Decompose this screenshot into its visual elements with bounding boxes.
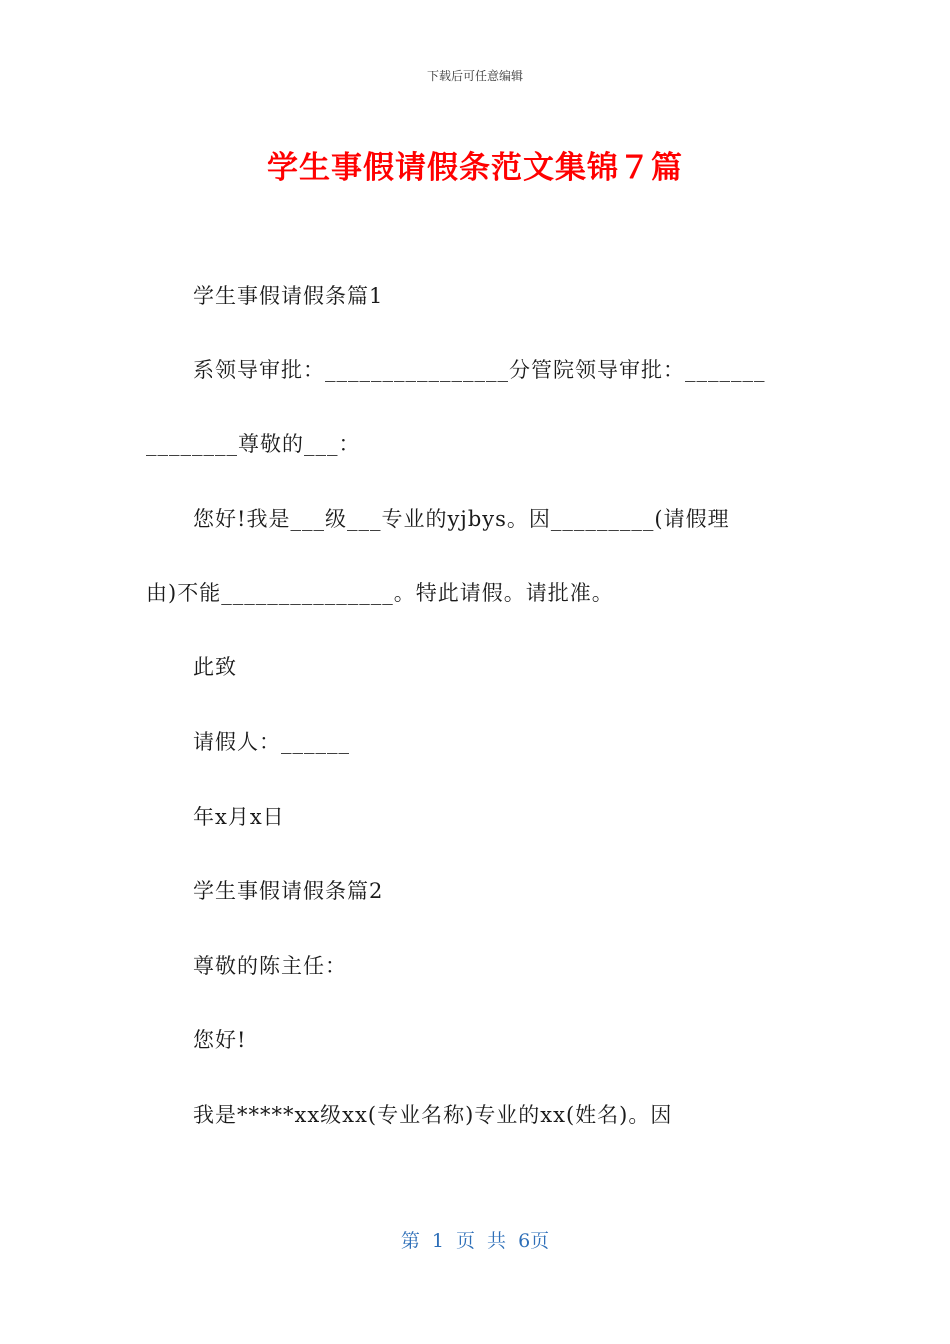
closing-line: 此致 <box>193 655 237 679</box>
signature-line: 请假人：______ <box>193 730 350 754</box>
body-line-2: 我是*****xx级xx(专业名称)专业的xx(姓名)。因 <box>193 1103 673 1127</box>
header-note: 下载后可任意编辑 <box>426 69 523 83</box>
page-footer: 第 1 页 共 6页 <box>400 1230 550 1252</box>
greeting-line: 您好! <box>193 1028 247 1052</box>
date-line: 年x月x日 <box>193 805 285 829</box>
section-heading-2: 学生事假请假条篇2 <box>193 879 384 903</box>
section-heading-1: 学生事假请假条篇1 <box>193 284 384 308</box>
salutation-line: ________尊敬的___： <box>146 432 361 456</box>
approval-line: 系领导审批：________________分管院领导审批：_______ <box>193 358 766 382</box>
body-line: 您好!我是___级___专业的yjbys。因_________(请假理 <box>193 507 730 531</box>
document-title: 学生事假请假条范文集锦７篇 <box>267 150 683 186</box>
addressee-line: 尊敬的陈主任： <box>193 954 347 978</box>
body-line-continued: 由)不能_______________。特此请假。请批准。 <box>146 581 614 605</box>
